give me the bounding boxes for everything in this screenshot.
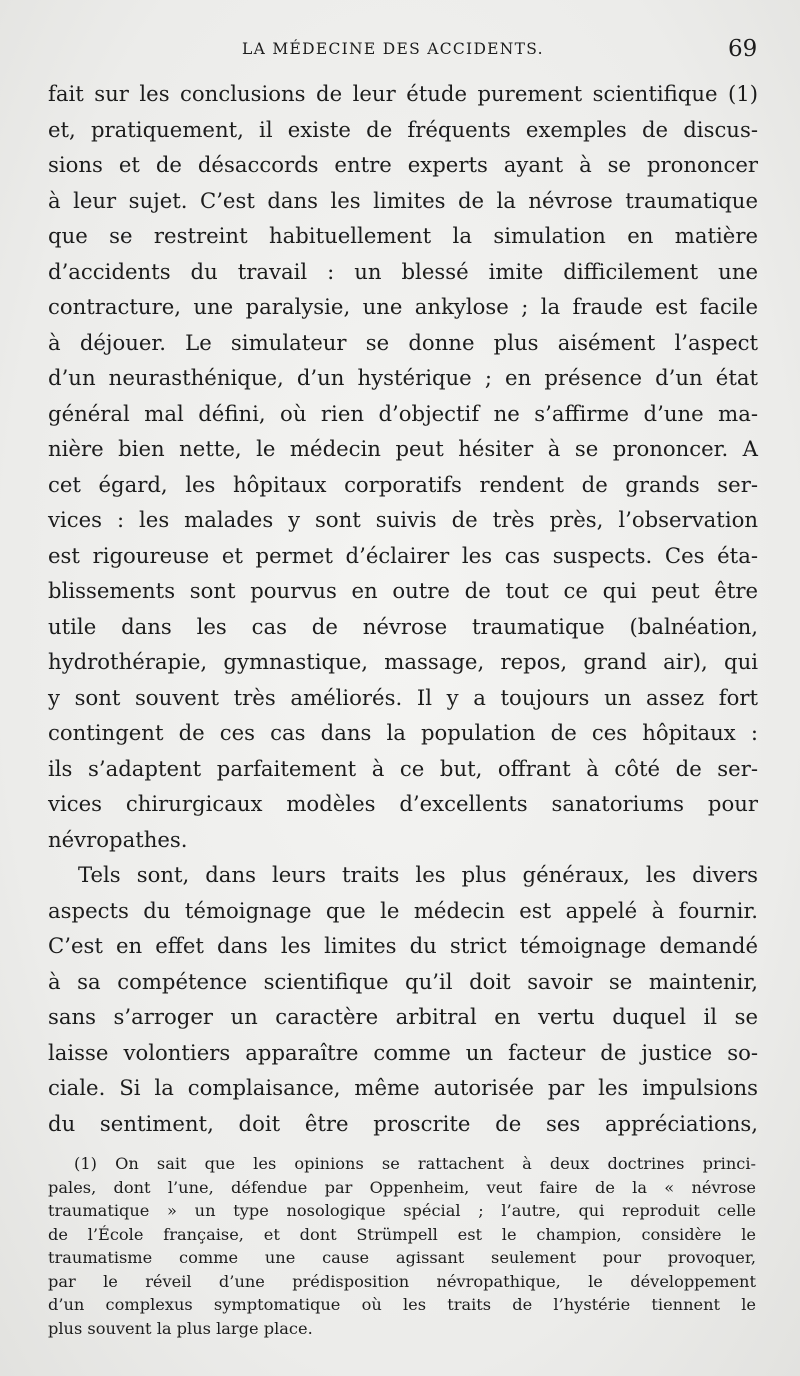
text-line: que se restreint habituellement la simulation en matière	[48, 223, 758, 248]
text-line: utile dans les cas de névrose traumatique (balnéation,	[48, 613, 758, 639]
text-line: sans s’arroger un caractère arbitral en vertu duquel il se	[48, 1004, 758, 1029]
text-line: d’accidents du travail : un blessé imite difficilement une	[48, 258, 758, 284]
text-line: y sont souvent très améliorés. Il y a toujours un assez fort	[48, 684, 758, 710]
text-line: est rigoureuse et permet d’éclairer les cas suspects. Ces éta-	[48, 542, 758, 568]
text-line: aspects du témoignage que le médecin est appelé à fournir.	[48, 897, 758, 923]
text-line: ils s’adaptent parfaitement à ce but, offrant à côté de ser-	[48, 755, 758, 781]
text-line: vices chirurgicaux modèles d’excellents sanatoriums pour	[48, 791, 758, 816]
running-title: LA MÉDECINE DES ACCIDENTS.	[242, 40, 544, 58]
text-line: à déjouer. Le simulateur se donne plus aisément l’aspect	[48, 329, 758, 355]
footnote	[48, 1152, 756, 1340]
text-line: et, pratiquement, il existe de fréquents exemples de discus-	[48, 116, 758, 142]
page-header	[0, 38, 800, 64]
text-line: vices : les malades y sont suivis de très près, l’observation	[48, 507, 758, 532]
text-line: cet égard, les hôpitaux corporatifs rendent de grands ser-	[48, 471, 758, 497]
text-line: hydrothérapie, gymnastique, massage, repos, grand air), qui	[48, 649, 758, 674]
text-line: fait sur les conclusions de leur étude purement scientifique (1)	[48, 81, 758, 106]
text-line: d’un neurasthénique, d’un hystérique ; en présence d’un état	[48, 365, 758, 390]
footnote-line: traumatique » un type nosologique spécial ; l’autre, qui reproduit celle	[48, 1201, 756, 1220]
footnote-line: (1) On sait que les opinions se rattachent à deux doctrines princi-	[74, 1154, 756, 1173]
page-number: 69	[728, 36, 758, 62]
footnote-line: pales, dont l’une, défendue par Oppenheim, veut faire de la « névrose	[48, 1177, 756, 1197]
footnote-line: d’un complexus symptomatique où les traits de l’hystérie tiennent le	[48, 1295, 756, 1314]
text-line: C’est en effet dans les limites du strict témoignage demandé	[48, 933, 758, 958]
text-line: du sentiment, doit être proscrite de ses appréciations,	[48, 1110, 758, 1136]
text-line: nière bien nette, le médecin peut hésiter à se prononcer. A	[48, 436, 758, 461]
text-line: à leur sujet. C’est dans les limites de la névrose traumatique	[48, 187, 758, 213]
footnote-line: plus souvent la plus large place.	[48, 1318, 313, 1338]
text-line: sions et de désaccords entre experts ayant à se prononcer	[48, 152, 758, 177]
text-line: ciale. Si la complaisance, même autorisée par les impulsions	[48, 1075, 758, 1100]
text-line: laisse volontiers apparaître comme un facteur de justice so-	[48, 1039, 758, 1065]
paragraph-start-line: Tels sont, dans leurs traits les plus généraux, les divers	[78, 862, 758, 887]
main-text	[48, 76, 758, 1141]
text-line: à sa compétence scientifique qu’il doit savoir se maintenir,	[48, 968, 758, 994]
text-line: contracture, une paralysie, une ankylose ; la fraude est facile	[48, 294, 758, 319]
text-line: blissements sont pourvus en outre de tout ce qui peut être	[48, 578, 758, 603]
text-line: névropathes.	[48, 826, 188, 852]
footnote-line: par le réveil d’une prédisposition névropathique, le développement	[48, 1271, 756, 1291]
footnote-line: traumatisme comme une cause agissant seulement pour provoquer,	[48, 1248, 756, 1267]
text-line: général mal défini, où rien d’objectif ne s’affirme d’une ma-	[48, 400, 758, 426]
text-line: contingent de ces cas dans la population de ces hôpitaux :	[48, 720, 758, 745]
footnote-line: de l’École française, et dont Strümpell est le champion, considère le	[48, 1224, 756, 1244]
